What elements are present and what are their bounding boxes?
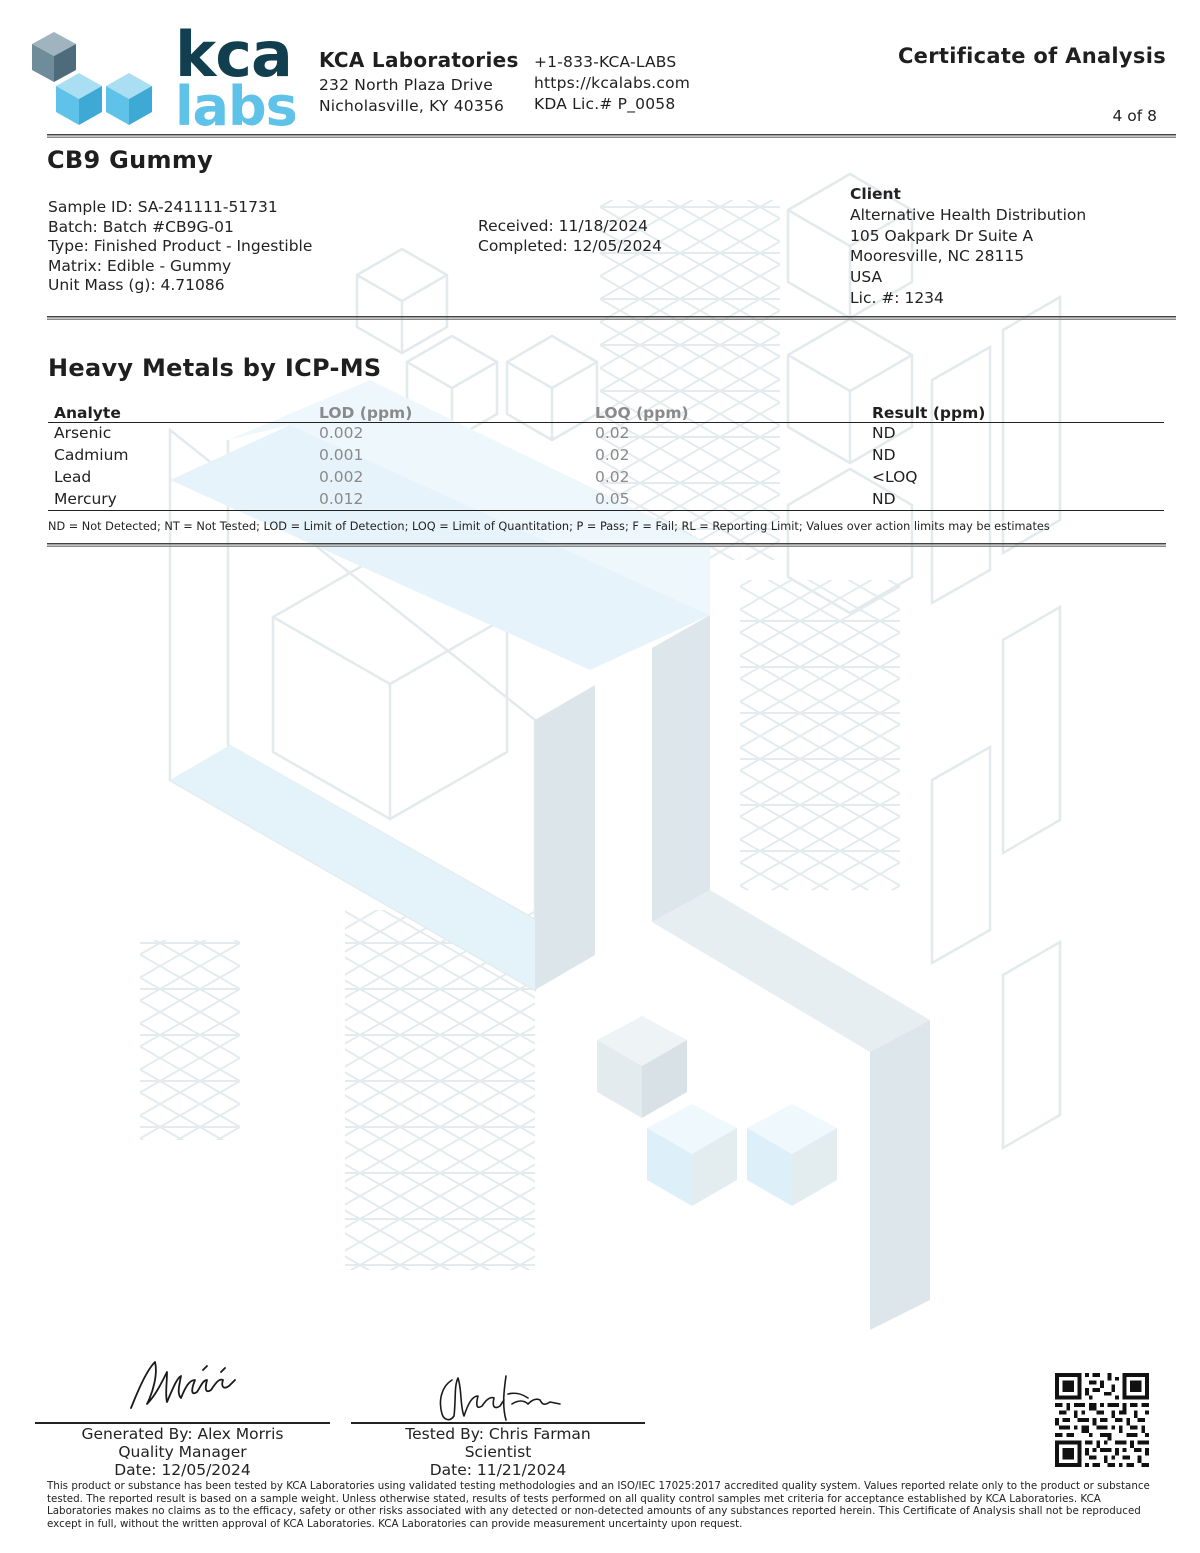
table-row xyxy=(48,422,1164,444)
lab-license: KDA Lic.# P_0058 xyxy=(534,95,676,113)
lod-cell: 0.012 xyxy=(313,488,589,510)
analyte-cell: Cadmium xyxy=(54,446,129,464)
result-cell: ND xyxy=(872,424,896,443)
signature-chris-farman xyxy=(432,1370,562,1426)
loq-cell: 0.02 xyxy=(595,446,630,464)
unit-mass: Unit Mass (g): 4.71086 xyxy=(48,276,225,294)
client-address-line1: 105 Oakpark Dr Suite A xyxy=(850,226,1034,245)
lab-name: KCA Laboratories xyxy=(319,48,519,72)
result-cell: <LOQ xyxy=(872,468,918,486)
generated-by-block xyxy=(35,1425,330,1479)
completed-date: Completed: 12/05/2024 xyxy=(478,236,663,255)
generated-by-role: Quality Manager xyxy=(118,1443,247,1461)
kca-labs-logo xyxy=(30,26,300,130)
table-row xyxy=(48,466,1164,488)
logo-word-kca: kca xyxy=(175,26,292,91)
tested-by-block xyxy=(351,1425,645,1479)
header-divider xyxy=(47,134,1176,138)
matrix: Matrix: Edible - Gummy xyxy=(48,256,232,275)
client-heading: Client xyxy=(850,185,901,203)
loq-cell: 0.02 xyxy=(595,424,630,443)
analyte-cell: Arsenic xyxy=(54,424,112,443)
lab-website-link[interactable]: https://kcalabs.com xyxy=(534,74,691,92)
loq-cell: 0.02 xyxy=(595,468,630,486)
lab-phone: +1-833-KCA-LABS xyxy=(534,53,677,71)
table-row xyxy=(48,488,1164,510)
signature-line-tested xyxy=(351,1422,645,1424)
info-divider xyxy=(47,316,1176,320)
client-name: Alternative Health Distribution xyxy=(850,205,1087,224)
logo-cubes-icon xyxy=(32,32,152,125)
result-cell: ND xyxy=(872,446,896,464)
lab-address-line1: 232 North Plaza Drive xyxy=(319,76,494,94)
document-title: Certificate of Analysis xyxy=(897,44,1166,68)
lab-address xyxy=(319,75,504,117)
table-row xyxy=(48,444,1164,466)
generated-by-name: Generated By: Alex Morris xyxy=(81,1425,284,1443)
sample-details xyxy=(48,198,312,296)
generated-by-date: Date: 12/05/2024 xyxy=(114,1461,251,1479)
received-date: Received: 11/18/2024 xyxy=(478,217,649,235)
legal-disclaimer: This product or substance has been tested by KCA Laboratories using validated testing methodologies and an ISO/IEC 17025:2017 accredited quality system. Values reported relate only to the product or substance tested. The reported result is based on a sample weight. Unless otherwise stated, results of tests performed on all quality control samples met criteria for acceptance established by KCA Laboratories. KCA Laboratories makes no claims as to the efficacy, safety or other risks associated with any detected or non-detected amounts of any substances reported herein. This Certificate of Analysis shall not be reproduced except in full, without the written approval of KCA Laboratories. KCA Laboratories can provide measurement uncertainty upon request. xyxy=(47,1480,1150,1530)
section-title-heavy-metals: Heavy Metals by ICP-MS xyxy=(48,354,382,382)
result-cell: ND xyxy=(866,488,1164,510)
page-number: 4 of 8 xyxy=(1112,107,1157,125)
client-details xyxy=(850,184,1086,309)
lod-cell: 0.002 xyxy=(319,424,364,443)
tested-by-date: Date: 11/21/2024 xyxy=(429,1461,567,1479)
sample-id: Sample ID: SA-241111-51731 xyxy=(48,198,278,216)
client-country: USA xyxy=(850,268,883,287)
table-header-row xyxy=(48,399,1164,422)
sample-dates xyxy=(478,217,662,256)
tested-by-name: Tested By: Chris Farman xyxy=(405,1425,591,1443)
column-header-lod: LOD (ppm) xyxy=(313,399,589,422)
lab-address-line2: Nicholasville, KY 40356 xyxy=(319,97,505,115)
column-header-result: Result (ppm) xyxy=(866,399,1164,422)
column-header-analyte: Analyte xyxy=(48,399,313,422)
lod-cell: 0.001 xyxy=(319,446,364,464)
analyte-cell: Mercury xyxy=(48,488,313,510)
table-footnote: ND = Not Detected; NT = Not Tested; LOD = Limit of Detection; LOQ = Limit of Quantitation; P = Pass; F = Fail; RL = Reporting Limit; Values over action limits may be estimates xyxy=(48,520,1050,533)
lod-cell: 0.002 xyxy=(319,468,364,486)
signature-alex-morris xyxy=(125,1358,240,1416)
signature-line-generated xyxy=(35,1422,330,1424)
batch: Batch: Batch #CB9G-01 xyxy=(48,217,234,236)
client-address-line2: Mooresville, NC 28115 xyxy=(850,247,1025,266)
product-type: Type: Finished Product - Ingestible xyxy=(48,237,313,255)
qr-code-icon[interactable] xyxy=(1055,1373,1149,1467)
table-bottom-divider xyxy=(47,543,1166,547)
analyte-cell: Lead xyxy=(54,468,92,486)
heavy-metals-table xyxy=(48,399,1164,511)
client-license: Lic. #: 1234 xyxy=(850,288,944,307)
loq-cell: 0.05 xyxy=(589,488,866,510)
logo-word-labs: labs xyxy=(175,75,297,130)
lab-contact xyxy=(534,52,690,115)
tested-by-role: Scientist xyxy=(464,1443,532,1461)
column-header-loq: LOQ (ppm) xyxy=(589,399,866,422)
product-name: CB9 Gummy xyxy=(47,146,214,174)
